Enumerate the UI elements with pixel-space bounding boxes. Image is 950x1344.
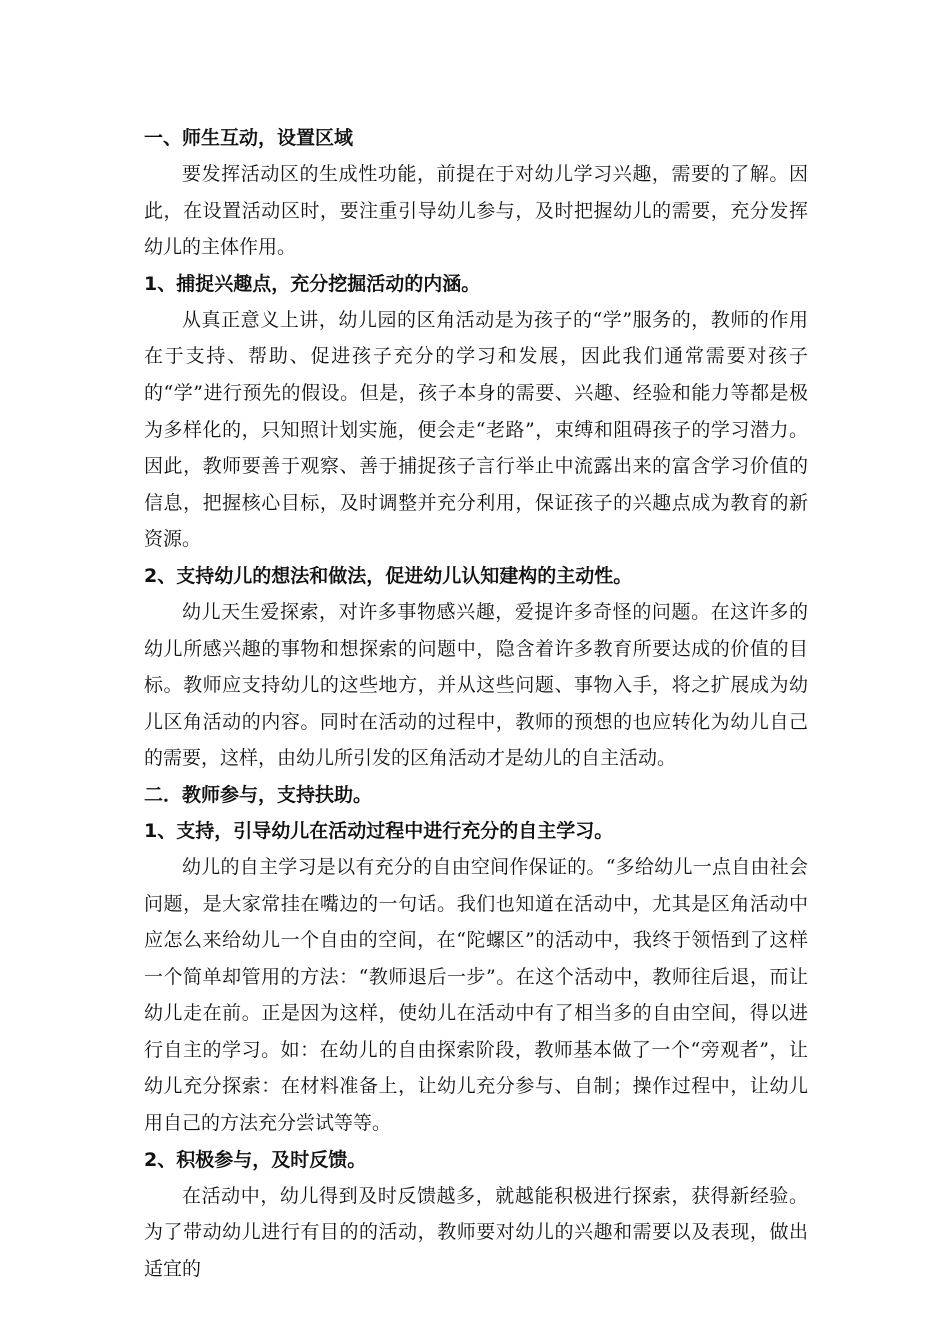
subsection-heading-1-2: 2、支持幼儿的想法和做法，促进幼儿认知建构的主动性。 [144,564,633,587]
subsection-paragraph-1-1: 从真正意义上讲，幼儿园的区角活动是为孩子的“学”服务的，教师的作用在于支持、帮助、促进孩子充分的学习和发展，因此我们通常需要对孩子的“学”进行预先的假设。但是，孩子本身的需要、兴趣、经验和能力等都是极为多样化的，只知照计划实施，便会走“老路”，束缚和阻碍孩子的学习潜力。因此，教师要善于观察、善于捕捉孩子言行举止中流露出来的富含学习价值的信息，把握核心目标，及时调整并充分利用，保证孩子的兴趣点成为教育的新资源。 [144,308,808,551]
subsection-paragraph-2-2: 在活动中，幼儿得到及时反馈越多，就越能积极进行探索，获得新经验。为了带动幼儿进行有目的的活动，教师要对幼儿的兴趣和需要以及表现，做出适宜的 [144,1184,808,1280]
section-intro-paragraph: 要发挥活动区的生成性功能，前提在于对幼儿学习兴趣，需要的了解。因此，在设置活动区时，要注重引导幼儿参与，及时把握幼儿的需要，充分发挥幼儿的主体作用。 [144,163,808,259]
subsection-paragraph-1-2: 幼儿天生爱探索，对许多事物感兴趣，爱提许多奇怪的问题。在这许多的幼儿所感兴趣的事物和想探索的问题中，隐含着许多教育所要达成的价值的目标。教师应支持幼儿的这些地方，并从这些问题、事物入手，将之扩展成为幼儿区角活动的内容。同时在活动的过程中，教师的预想的也应转化为幼儿自己的需要，这样，由幼儿所引发的区角活动才是幼儿的自主活动。 [144,600,808,770]
section-heading-2: 二．教师参与，支持扶助。 [144,783,373,806]
subsection-paragraph-2-1: 幼儿的自主学习是以有充分的自由空间作保证的。“多给幼儿一点自由社会问题，是大家常挂在嘴边的一句话。我们也知道在活动中，尤其是区角活动中应怎么来给幼儿一个自由的空间，在“陀螺区”的活动中，我终于领悟到了这样一个简单却管用的方法：“教师退后一步”。在这个活动中，教师往后退，而让幼儿走在前。正是因为这样，使幼儿在活动中有了相当多的自由空间，得以进行自主的学习。如：在幼儿的自由探索阶段，教师基本做了一个“旁观者”，让幼儿充分探索：在材料准备上，让幼儿充分参与、自制；操作过程中，让幼儿用自己的方法充分尝试等等。 [144,855,808,1135]
subsection-heading-2-1: 1、支持，引导幼儿在活动过程中进行充分的自主学习。 [144,819,614,842]
subsection-heading-2-2: 2、积极参与，及时反馈。 [144,1148,367,1171]
document-page [144,120,808,1287]
subsection-heading-1-1: 1、捕捉兴趣点，充分挖掘活动的内涵。 [144,272,481,295]
section-heading-1: 一、师生互动，设置区域 [144,127,354,149]
